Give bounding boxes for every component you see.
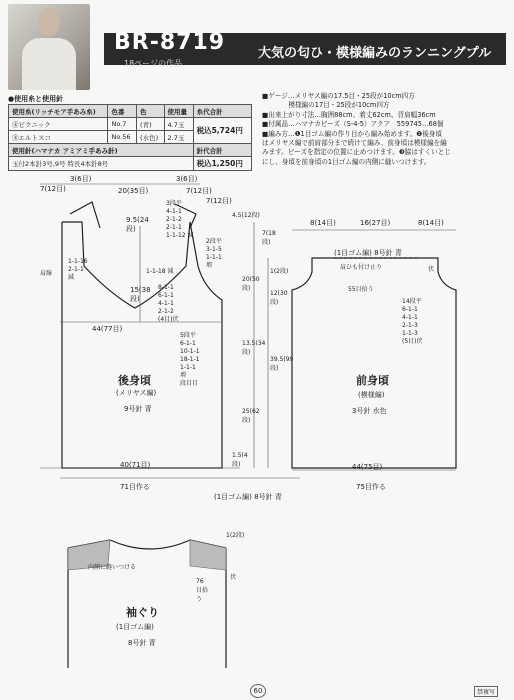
- yarn-color-no: No.56: [108, 131, 137, 144]
- rule-line: 18-1-1: [180, 356, 200, 363]
- rule-line: 6-1-1: [180, 340, 196, 347]
- dim-a: 4.5(12段): [232, 212, 260, 219]
- rule-line: 2-1-2: [166, 216, 182, 223]
- dim-e: 12(30段): [270, 290, 288, 306]
- rule-line: 8-1-1: [158, 284, 174, 291]
- back-needle: 9号針 青: [124, 405, 152, 413]
- front-top-dim-3: 8(14目): [418, 219, 444, 227]
- back-bottom-width: 40(71目): [120, 461, 151, 469]
- back-top-dim-5: 3(6目): [176, 175, 198, 183]
- back-top-dim-6: 7(12目): [206, 197, 232, 205]
- yarn-name: ㊍ピクニック: [9, 118, 108, 131]
- rule-line: 1-1-3: [402, 330, 418, 337]
- rule-line: 10-1-1: [180, 348, 200, 355]
- neck-rule: [166, 200, 224, 240]
- armhole-name: 袖ぐり: [126, 606, 159, 619]
- front-width: 44(75目): [352, 463, 383, 471]
- shoulder-line-label: 肩線: [40, 270, 53, 277]
- rule-line: (5目)伏: [402, 338, 423, 345]
- front-cast-on: 75目作る: [356, 483, 386, 491]
- dim-d: 20(50段): [242, 276, 260, 292]
- rule-line: 2-1-1: [166, 224, 182, 231]
- rule-line: 2-1-3: [402, 322, 418, 329]
- pattern-title: 大気の匂ひ・模様編みのランニングプル: [258, 46, 492, 61]
- info-line: ■付属品…ハマナカビーズ（S-4-5）アクア 559745…68個: [262, 120, 444, 129]
- rule-line: 増: [180, 372, 187, 379]
- armhole-rule: [158, 284, 179, 324]
- rule-line: 増: [206, 262, 213, 269]
- strap-length: 9.5(24段): [126, 216, 149, 233]
- yarn-amount: 4.7玉: [164, 118, 193, 131]
- dim-b: 7(18段): [262, 230, 276, 246]
- needles: 玉付2本針3号,9号 特長4本針8号: [9, 157, 194, 171]
- back-cast-on: 71目作る: [120, 483, 150, 491]
- front-top-dim-1: 8(14目): [310, 219, 336, 227]
- armhole-needle: 8号針 青: [128, 639, 156, 647]
- front-top-dim-2: 16(27目): [360, 219, 391, 227]
- info-line: 模様編の17目・25段が10cm四方: [262, 101, 390, 110]
- rule-line: 6-1-1: [402, 306, 418, 313]
- info-line: ■ゲージ…メリヤス編の17.5目・25段が10cm四方: [262, 92, 415, 100]
- side-increase: [180, 332, 200, 388]
- back-top-dim-1: 3(6目): [70, 175, 92, 183]
- front-rib: (1目ゴム編) 8号針 青: [334, 249, 402, 257]
- dim-i: 1.5(4段): [232, 452, 248, 468]
- rule-line: 2段平: [206, 238, 222, 245]
- back-top-dim-2: 7(12目): [40, 185, 66, 193]
- shoulder-rule: [206, 238, 222, 270]
- rule-line: 減: [68, 274, 75, 281]
- rule-line: 1-1-12 減: [166, 232, 194, 239]
- col-yarn: 使用糸(リッチモア手あみ糸): [9, 105, 108, 118]
- mid-rule: 1-1-18 減: [146, 268, 174, 275]
- rule-line: (4目)伏: [158, 316, 179, 323]
- back-top-dim-4: 7(12目): [186, 187, 212, 195]
- armhole-stitch: (1目ゴム編): [116, 623, 154, 631]
- yarn-total: 税込5,724円: [193, 118, 251, 144]
- front-pickup: 55目拾う: [348, 286, 374, 293]
- back-width: 44(77目): [92, 325, 123, 333]
- front-stitch: (模様編): [358, 391, 385, 399]
- dim-c: 1(2段): [270, 268, 289, 275]
- col-color-no: 色番: [108, 105, 137, 118]
- back-piece-name: 後身頃: [118, 374, 151, 387]
- yarn-color-no: No.7: [108, 118, 137, 131]
- bottom-rib: (1目ゴム編) 8号針 青: [214, 493, 282, 501]
- rule-line: 1-1-1: [206, 254, 222, 261]
- page-reference: 18ページの作品: [124, 59, 183, 68]
- rule-line: 2-1-1: [68, 266, 84, 273]
- rule-line: 2-1-2: [158, 308, 174, 315]
- dim-f: 13.5(34段): [242, 340, 266, 356]
- front-sewing: 肩ひも付け止り: [340, 264, 383, 271]
- info-line: ■出来上がり寸法…胸囲88cm、着丈62cm、背肩幅36cm: [262, 110, 436, 119]
- yarn-color: (青): [137, 118, 165, 131]
- needle-total-header: 針代合計: [193, 144, 251, 157]
- rule-line: 3-1-5: [206, 246, 222, 253]
- front-piece-name: 前身頃: [356, 374, 389, 387]
- col-total: 糸代合計: [193, 105, 251, 118]
- rule-line: 3段平: [166, 200, 182, 207]
- col-color: 色: [137, 105, 165, 118]
- needle-header: 使用針(ハマナカ アミアミ手あみ針): [9, 144, 194, 157]
- dim-h: 25(62段): [242, 408, 260, 424]
- col-amount: 使用量: [164, 105, 193, 118]
- rule-line: 段目目: [180, 380, 199, 387]
- pattern-code: BR-8719: [114, 30, 226, 55]
- front-fuse: 伏: [428, 266, 435, 273]
- page-number: 60: [250, 684, 266, 698]
- rule-line: 1-1-1: [180, 364, 196, 371]
- back-stitch: (メリヤス編): [116, 389, 157, 397]
- info-line: にし、身頃を前身頃の1目ゴム編の内側に縫いつけます。: [262, 157, 431, 166]
- yarn-section-title: ●使用糸と使用針: [8, 95, 64, 103]
- rule-line: 6-1-1: [158, 292, 174, 299]
- rule-line: 4-1-1: [402, 314, 418, 321]
- rule-line: 14段平: [402, 298, 422, 305]
- info-line: みます。ビーズを指定の位置に止めつけます。❸脇はすくいとじ: [262, 148, 451, 157]
- rule-line: 5段平: [180, 332, 196, 339]
- rule-line: 4-1-1: [166, 208, 182, 215]
- dim-g: 39.5(99段): [270, 356, 294, 372]
- info-line: はメリヤス編で前肩部分まで続けて編み、前身頃は模様編を編: [262, 139, 447, 148]
- armhole-fuse: 伏: [230, 574, 237, 581]
- armhole-dim: 1(2段): [226, 532, 245, 539]
- front-needle: 3号針 水色: [352, 407, 387, 415]
- side-rule: [68, 258, 88, 282]
- armhole-inside: 内側に縫いつける: [88, 564, 137, 571]
- yarn-color: (水色): [137, 131, 165, 144]
- armhole-pickup: 76目拾う: [196, 578, 209, 603]
- rule-line: 1-1-16: [68, 258, 88, 265]
- yarn-name: ㊍エルトスコ: [9, 131, 108, 144]
- front-armhole-rule: [402, 298, 423, 346]
- back-top-dim-3: 20(35目): [118, 187, 149, 195]
- copyright-mark: 禁複写: [474, 686, 498, 697]
- info-line: ■編み方…❶1目ゴム編の作り目から編み始めます。❷後身頃: [262, 129, 442, 138]
- needle-total: 税込1,250円: [193, 157, 251, 171]
- yarn-amount: 2.7玉: [164, 131, 193, 144]
- underarm-length: 15(38段): [130, 286, 151, 303]
- rule-line: 4-1-1: [158, 300, 174, 307]
